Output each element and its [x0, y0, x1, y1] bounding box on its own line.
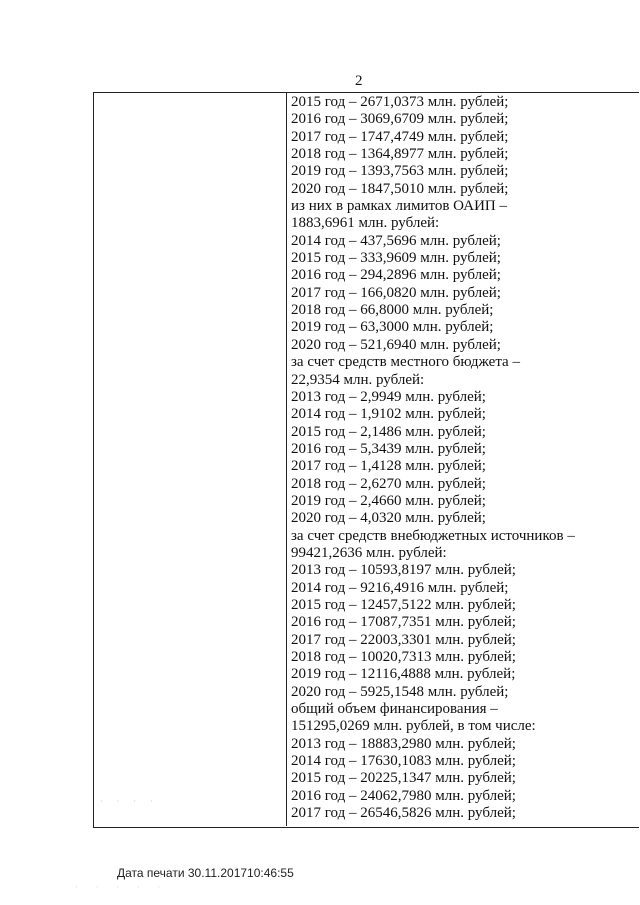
- text-line: 2015 год – 2,1486 млн. рублей;: [291, 423, 486, 440]
- text-line: 2019 год – 1393,7563 млн. рублей;: [291, 163, 509, 180]
- text-line: 2018 год – 2,6270 млн. рублей;: [291, 475, 486, 492]
- text-line: 2018 год – 66,8000 млн. рублей;: [291, 302, 494, 319]
- text-line: 2014 год – 17630,1083 млн. рублей;: [291, 753, 516, 770]
- page-number: 2: [355, 73, 363, 89]
- text-line: 2013 год – 10593,8197 млн. рублей;: [291, 562, 516, 579]
- text-line: 1883,6961 млн. рублей:: [291, 215, 440, 232]
- text-line: 2017 год – 1,4128 млн. рублей;: [291, 458, 486, 475]
- text-line: 2014 год – 1,9102 млн. рублей;: [291, 406, 486, 423]
- text-line: 2020 год – 4,0320 млн. рублей;: [291, 510, 486, 527]
- text-line: 2020 год – 5925,1548 млн. рублей;: [291, 683, 509, 700]
- text-line: 2018 год – 1364,8977 млн. рублей;: [291, 146, 509, 163]
- text-line: 2015 год – 2671,0373 млн. рублей;: [291, 94, 509, 110]
- text-line: 2014 год – 437,5696 млн. рублей;: [291, 232, 501, 249]
- text-line: 2017 год – 166,0820 млн. рублей;: [291, 284, 501, 301]
- text-line: за счет средств внебюджетных источников –: [291, 527, 575, 544]
- print-date: Дата печати 30.11.201710:46:55: [117, 866, 294, 880]
- financing-cell-text: [291, 94, 634, 822]
- text-line: 2017 год – 22003,3301 млн. рублей;: [291, 631, 516, 648]
- table-column-divider: [286, 92, 287, 826]
- text-line: 2017 год – 1747,4749 млн. рублей;: [291, 128, 509, 145]
- text-line: 2017 год – 26546,5826 млн. рублей;: [291, 805, 516, 822]
- text-line: 2019 год – 12116,4888 млн. рублей;: [291, 666, 516, 683]
- text-line: 2014 год – 9216,4916 млн. рублей;: [291, 579, 509, 596]
- text-line: 2016 год – 5,3439 млн. рублей;: [291, 440, 486, 457]
- text-line: 2015 год – 20225,1347 млн. рублей;: [291, 770, 516, 787]
- text-line: 2016 год – 17087,7351 млн. рублей;: [291, 614, 516, 631]
- text-line: 151295,0269 млн. рублей, в том числе:: [291, 718, 536, 735]
- text-line: 2016 год – 294,2896 млн. рублей;: [291, 267, 501, 284]
- text-line: 2020 год – 521,6940 млн. рублей;: [291, 336, 501, 353]
- text-line: общий объем финансирования –: [291, 701, 498, 718]
- text-line: 2019 год – 63,3000 млн. рублей;: [291, 319, 494, 336]
- text-line: 2015 год – 12457,5122 млн. рублей;: [291, 596, 516, 613]
- text-line: 2013 год – 2,9949 млн. рублей;: [291, 388, 486, 405]
- text-line: 2019 год – 2,4660 млн. рублей;: [291, 492, 486, 509]
- text-line: 2018 год – 10020,7313 млн. рублей;: [291, 649, 516, 665]
- text-line: 2016 год – 3069,6709 млн. рублей;: [291, 111, 509, 128]
- text-line: 2016 год – 24062,7980 млн. рублей;: [291, 787, 516, 804]
- scan-noise: · · · ·: [100, 797, 159, 806]
- text-line: 22,9354 млн. рублей:: [291, 371, 425, 388]
- scan-noise: · · · · ·: [75, 883, 169, 892]
- text-line: 2020 год – 1847,5010 млн. рублей;: [291, 180, 509, 197]
- text-line: за счет средств местного бюджета –: [291, 354, 520, 371]
- text-line: 99421,2636 млн. рублей:: [291, 544, 447, 561]
- text-line: из них в рамках лимитов ОАИП –: [291, 198, 508, 215]
- text-line: 2015 год – 333,9609 млн. рублей;: [291, 250, 501, 267]
- text-line: 2013 год – 18883,2980 млн. рублей;: [291, 735, 516, 752]
